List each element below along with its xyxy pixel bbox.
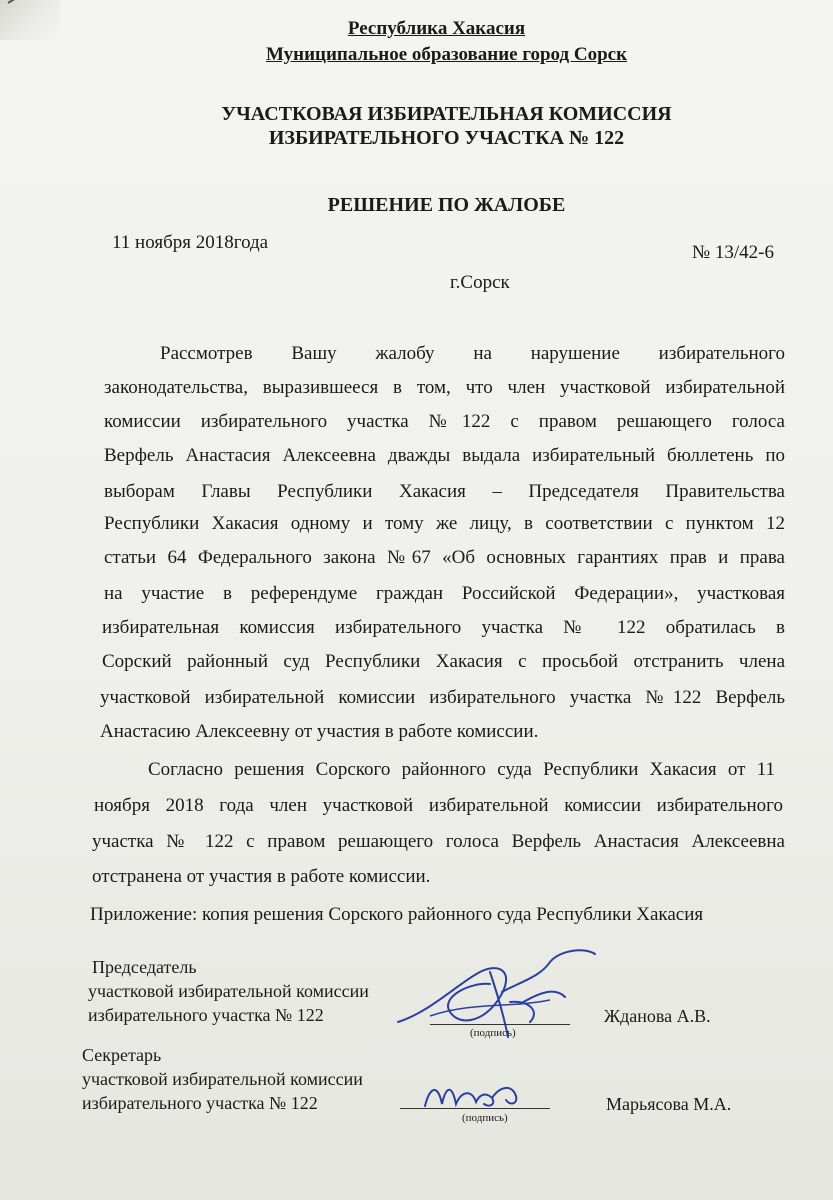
municipality-heading: Муниципальное образование город Сорск [265, 44, 628, 65]
paragraph-line: участковой избирательной комиссии избирательного участка №122 Верфель [100, 687, 785, 708]
secretary-title-line: Секретарь [82, 1045, 162, 1065]
paragraph-line: Рассмотрев Вашу жалобу на нарушение избирательного [160, 343, 785, 364]
secretary-signature [420, 1076, 540, 1116]
paragraph-line: ноября 2018 года член участковой избирательной комиссии избирательного [94, 795, 783, 816]
secretary-name: Марьясова М.А. [606, 1094, 732, 1114]
paragraph-line: законодательства, выразившееся в том, что член участковой избирательной [104, 377, 785, 398]
secretary-signature-line [400, 1108, 550, 1109]
document-city: г.Сорск [450, 272, 510, 293]
paragraph-line: участка № 122 с правом решающего голоса Верфель Анастасия Алексеевна [92, 831, 785, 852]
commission-heading-line1: УЧАСТКОВАЯ ИЗБИРАТЕЛЬНАЯ КОМИССИЯ [221, 103, 672, 125]
attachment-note: Приложение: копия решения Сорского районного суда Республики Хакасия [90, 904, 704, 925]
secretary-signature-caption: (подпись) [462, 1112, 508, 1124]
paragraph-line: Сорский районный суд Республики Хакасия с просьбой отстранить члена [102, 651, 785, 672]
paragraph-line: избирательная комиссия избирательного участка № 122 обратилась в [102, 617, 785, 638]
chair-signature-line [430, 1024, 570, 1025]
paragraph-line: комиссии избирательного участка №122 с правом решающего голоса [104, 411, 785, 432]
chair-name: Жданова А.В. [604, 1006, 711, 1026]
paragraph-line: Верфель Анастасия Алексеевна дважды выдала избирательный бюллетень по [104, 445, 785, 466]
chair-title-line: Председатель [92, 957, 197, 977]
chair-title-line: избирательного участка № 122 [88, 1005, 324, 1025]
commission-heading-line2: ИЗБИРАТЕЛЬНОГО УЧАСТКА № 122 [268, 127, 625, 149]
paragraph-line: выборам Главы Республики Хакасия – Председателя Правительства [104, 481, 785, 502]
secretary-title-line: избирательного участка № 122 [82, 1093, 318, 1113]
paragraph-line: Согласно решения Сорского районного суда Республики Хакасия от 11 [148, 759, 775, 780]
chair-signature-caption: (подпись) [470, 1027, 516, 1039]
paragraph-line: отстранена от участия в работе комиссии. [92, 866, 431, 887]
chair-title-line: участковой избирательной комиссии [88, 981, 369, 1001]
region-heading: Республика Хакасия [347, 18, 526, 39]
document-date: 11 ноября 2018года [112, 232, 269, 253]
paragraph-line: Анастасию Алексеевну от участия в работе комиссии. [100, 721, 539, 742]
paragraph-line: статьи 64 Федерального закона №67 «Об основных гарантиях прав и права [104, 547, 785, 568]
paragraph-line: на участие в референдуме граждан Российской Федерации», участковая [104, 583, 785, 604]
document-title: РЕШЕНИЕ ПО ЖАЛОБЕ [327, 194, 566, 216]
secretary-title-line: участковой избирательной комиссии [82, 1069, 363, 1089]
paragraph-line: Республики Хакасия одному и тому же лицу, в соответствии с пунктом 12 [104, 513, 785, 534]
document-number: № 13/42-6 [692, 242, 774, 263]
